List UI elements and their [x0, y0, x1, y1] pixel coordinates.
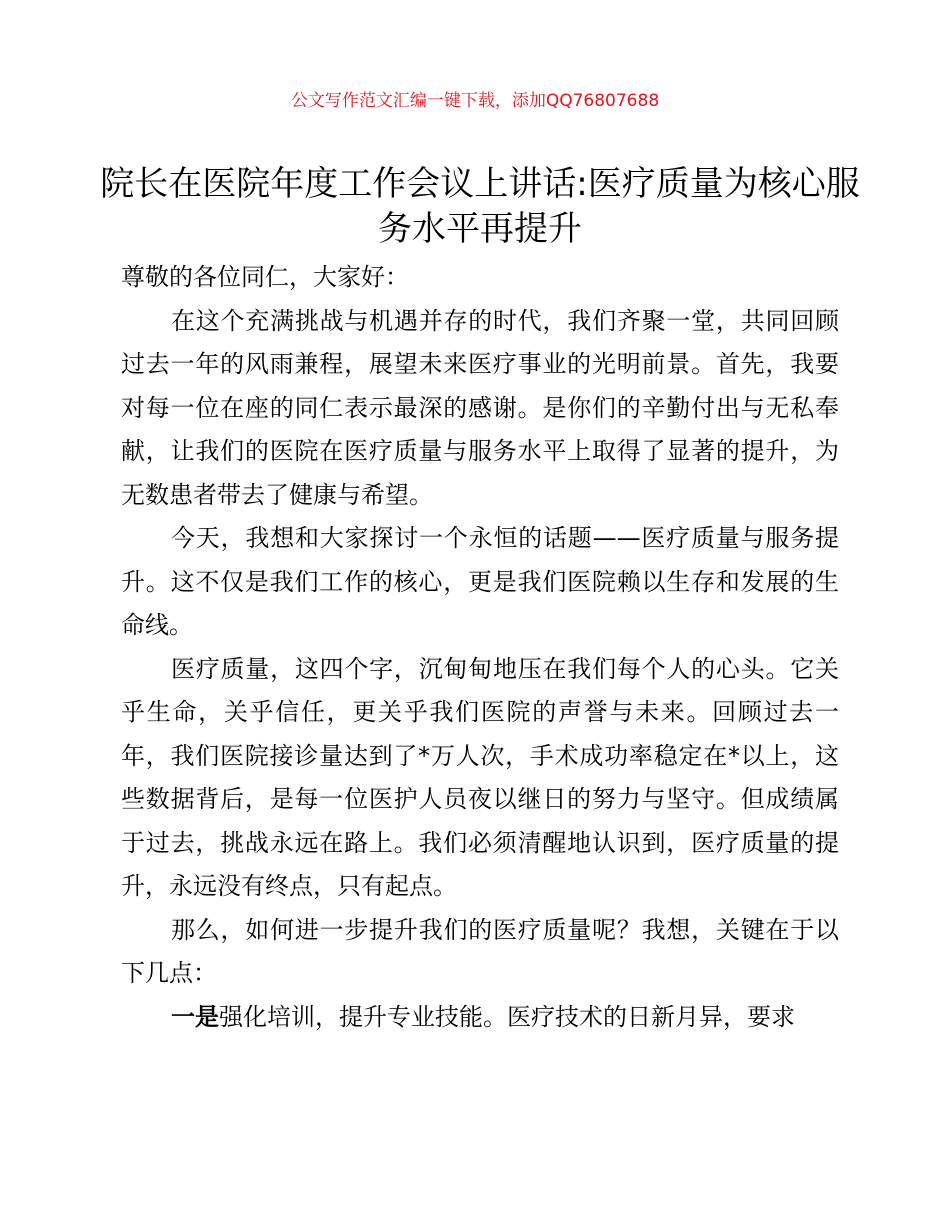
download-notice: 公文写作范文汇编一键下载，添加QQ76807688: [290, 91, 660, 111]
paragraph-question: 那么，如何进一步提升我们的医疗质量呢？我想，关键在于以下几点：: [121, 915, 839, 987]
greeting: 尊敬的各位同仁，大家好：: [121, 263, 409, 291]
paragraph-point-one: [121, 996, 839, 1040]
paragraph-intro: 在这个充满挑战与机遇并存的时代，我们齐聚一堂，共同回顾过去一年的风雨兼程，展望未来医疗事业的光明前景。首先，我要对每一位在座的同仁表示最深的感谢。是你们的辛勤付出与无私奉献，让我们的医院在医疗质量与服务水平上取得了显著的提升，为无数患者带去了健康与希望。: [121, 306, 839, 509]
document-title: 院长在医院年度工作会议上讲话:医疗质量为核心服务水平再提升: [100, 164, 860, 249]
document-body: [121, 256, 839, 1039]
point-one-lead: 一是: [171, 1002, 219, 1031]
point-one-text: 强化培训，提升专业技能。医疗技术的日新月异，要求: [219, 1002, 795, 1031]
paragraph-topic: 今天，我想和大家探讨一个永恒的话题——医疗质量与服务提升。这不仅是我们工作的核心，更是我们医院赖以生存和发展的生命线。: [121, 524, 839, 639]
paragraph-quality: 医疗质量，这四个字，沉甸甸地压在我们每个人的心头。它关乎生命，关乎信任，更关乎我们医院的声誉与未来。回顾过去一年，我们医院接诊量达到了*万人次，手术成功率稳定在*以上，这些数据背后，是每一位医护人员夜以继日的努力与坚守。但成绩属于过去，挑战永远在路上。我们必须清醒地认识到，医疗质量的提升，永远没有终点，只有起点。: [121, 654, 839, 900]
